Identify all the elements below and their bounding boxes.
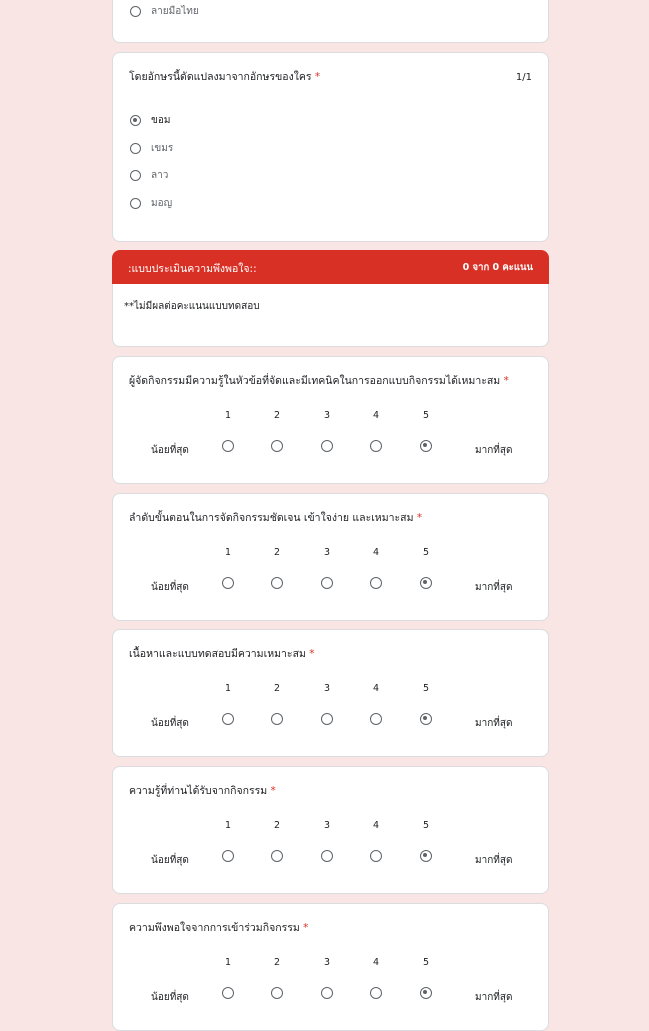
radio-button-selected[interactable] <box>130 115 141 126</box>
rating-question-card <box>112 903 549 1031</box>
question-title-text: ความพึงพอใจจากการเข้าร่วมกิจกรรม <box>129 922 300 934</box>
question-title <box>129 921 308 935</box>
option-row[interactable] <box>130 168 168 182</box>
option-row[interactable] <box>130 196 172 210</box>
option-label: มอญ <box>151 197 173 209</box>
required-mark: * <box>503 375 509 387</box>
scale-radio-5-selected[interactable] <box>420 577 432 589</box>
scale-radio-3[interactable] <box>321 713 333 725</box>
scale-number-3: 3 <box>323 820 331 831</box>
required-mark: * <box>314 71 321 83</box>
rating-question-card <box>112 766 549 894</box>
scale-radio-5-selected[interactable] <box>420 440 432 452</box>
radio-button[interactable] <box>130 198 141 209</box>
question-score: 1/1 <box>515 72 532 83</box>
question-title-text: ลำดับขั้นตอนในการจัดกิจกรรมชัดเจน เข้าใจง่าย และเหมาะสม <box>129 512 414 524</box>
scale-radio-1[interactable] <box>222 577 234 589</box>
scale-high-label: มากที่สุด <box>475 582 513 593</box>
scale-radio-4[interactable] <box>370 440 382 452</box>
scale-radio-3[interactable] <box>321 987 333 999</box>
option-row[interactable] <box>130 113 170 127</box>
rating-question-card <box>112 493 549 621</box>
scale-radio-5-selected[interactable] <box>420 850 432 862</box>
scale-radio-5-selected[interactable] <box>420 987 432 999</box>
question-title <box>129 647 315 661</box>
option-label: ขอม <box>151 114 171 126</box>
section-title: :แบบประเมินความพึงพอใจ:: <box>128 263 257 275</box>
scale-high-label: มากที่สุด <box>475 992 513 1003</box>
scale-low-label: น้อยที่สุด <box>151 992 189 1003</box>
scale-high-label: มากที่สุด <box>475 718 513 729</box>
scale-radio-1[interactable] <box>222 850 234 862</box>
section-description: **ไม่มีผลต่อคะแนนแบบทดสอบ <box>124 301 260 312</box>
scale-radio-3[interactable] <box>321 850 333 862</box>
section-description-card <box>112 284 549 347</box>
scale-number-3: 3 <box>323 683 331 694</box>
scale-number-4: 4 <box>372 683 380 694</box>
radio-button[interactable] <box>130 143 141 154</box>
scale-radio-1[interactable] <box>222 440 234 452</box>
scale-low-label: น้อยที่สุด <box>151 582 189 593</box>
question-title <box>129 511 422 525</box>
scale-radio-4[interactable] <box>370 987 382 999</box>
scale-number-5: 5 <box>422 410 430 421</box>
question-title <box>129 70 320 84</box>
radio-button[interactable] <box>130 170 141 181</box>
question-card-origin <box>112 52 549 242</box>
scale-number-2: 2 <box>273 683 281 694</box>
scale-radio-2[interactable] <box>271 713 283 725</box>
scale-number-2: 2 <box>273 410 281 421</box>
scale-radio-4[interactable] <box>370 850 382 862</box>
scale-radio-2[interactable] <box>271 577 283 589</box>
scale-number-2: 2 <box>273 547 281 558</box>
scale-number-5: 5 <box>422 547 430 558</box>
required-mark: * <box>416 512 423 524</box>
scale-radio-1[interactable] <box>222 987 234 999</box>
question-title <box>129 784 276 798</box>
scale-number-5: 5 <box>422 820 430 831</box>
section-header <box>112 250 549 284</box>
scale-high-label: มากที่สุด <box>475 445 513 456</box>
question-title-text: ผู้จัดกิจกรรมมีความรู้ในหัวข้อที่จัดและมีเทคนิคในการออกแบบกิจกรรมได้เหมาะสม <box>129 375 501 387</box>
scale-number-3: 3 <box>323 410 331 421</box>
required-mark: * <box>270 785 276 797</box>
scale-number-4: 4 <box>372 547 380 558</box>
scale-radio-3[interactable] <box>321 577 333 589</box>
required-mark: * <box>309 648 315 660</box>
scale-number-2: 2 <box>273 820 281 831</box>
scale-number-2: 2 <box>273 957 281 968</box>
scale-radio-2[interactable] <box>271 440 283 452</box>
rating-question-card <box>112 356 549 484</box>
scale-number-3: 3 <box>323 957 331 968</box>
option-row[interactable] <box>130 4 199 18</box>
scale-number-1: 1 <box>224 957 232 968</box>
required-mark: * <box>303 922 309 934</box>
scale-high-label: มากที่สุด <box>475 855 513 866</box>
scale-radio-3[interactable] <box>321 440 333 452</box>
scale-radio-4[interactable] <box>370 577 382 589</box>
scale-radio-1[interactable] <box>222 713 234 725</box>
rating-question-card <box>112 629 549 757</box>
scale-number-5: 5 <box>422 683 430 694</box>
scale-low-label: น้อยที่สุด <box>151 445 189 456</box>
question-title-text: เนื้อหาและแบบทดสอบมีความเหมาะสม <box>129 648 306 660</box>
option-label: เขมร <box>151 142 174 154</box>
question-title-text: โดยอักษรนี้ดัดแปลงมาจากอักษรของใคร <box>129 71 312 83</box>
scale-radio-4[interactable] <box>370 713 382 725</box>
question-title-text: ความรู้ที่ท่านได้รับจากกิจกรรม <box>129 785 268 797</box>
scale-low-label: น้อยที่สุด <box>151 855 189 866</box>
question-title <box>129 374 509 388</box>
scale-low-label: น้อยที่สุด <box>151 718 189 729</box>
scale-radio-2[interactable] <box>271 987 283 999</box>
scale-radio-2[interactable] <box>271 850 283 862</box>
scale-radio-5-selected[interactable] <box>420 713 432 725</box>
scale-number-1: 1 <box>224 547 232 558</box>
radio-button[interactable] <box>130 6 141 17</box>
section-score: 0 จาก 0 คะแนน <box>462 262 533 273</box>
option-row[interactable] <box>130 141 173 155</box>
scale-number-1: 1 <box>224 410 232 421</box>
scale-number-4: 4 <box>372 820 380 831</box>
question-card-previous <box>112 0 549 43</box>
option-label: ลาว <box>151 169 169 181</box>
scale-number-1: 1 <box>224 820 232 831</box>
scale-number-4: 4 <box>372 957 380 968</box>
option-label: ลายมือไทย <box>151 5 199 17</box>
scale-number-3: 3 <box>323 547 331 558</box>
scale-number-5: 5 <box>422 957 430 968</box>
scale-number-4: 4 <box>372 410 380 421</box>
scale-number-1: 1 <box>224 683 232 694</box>
